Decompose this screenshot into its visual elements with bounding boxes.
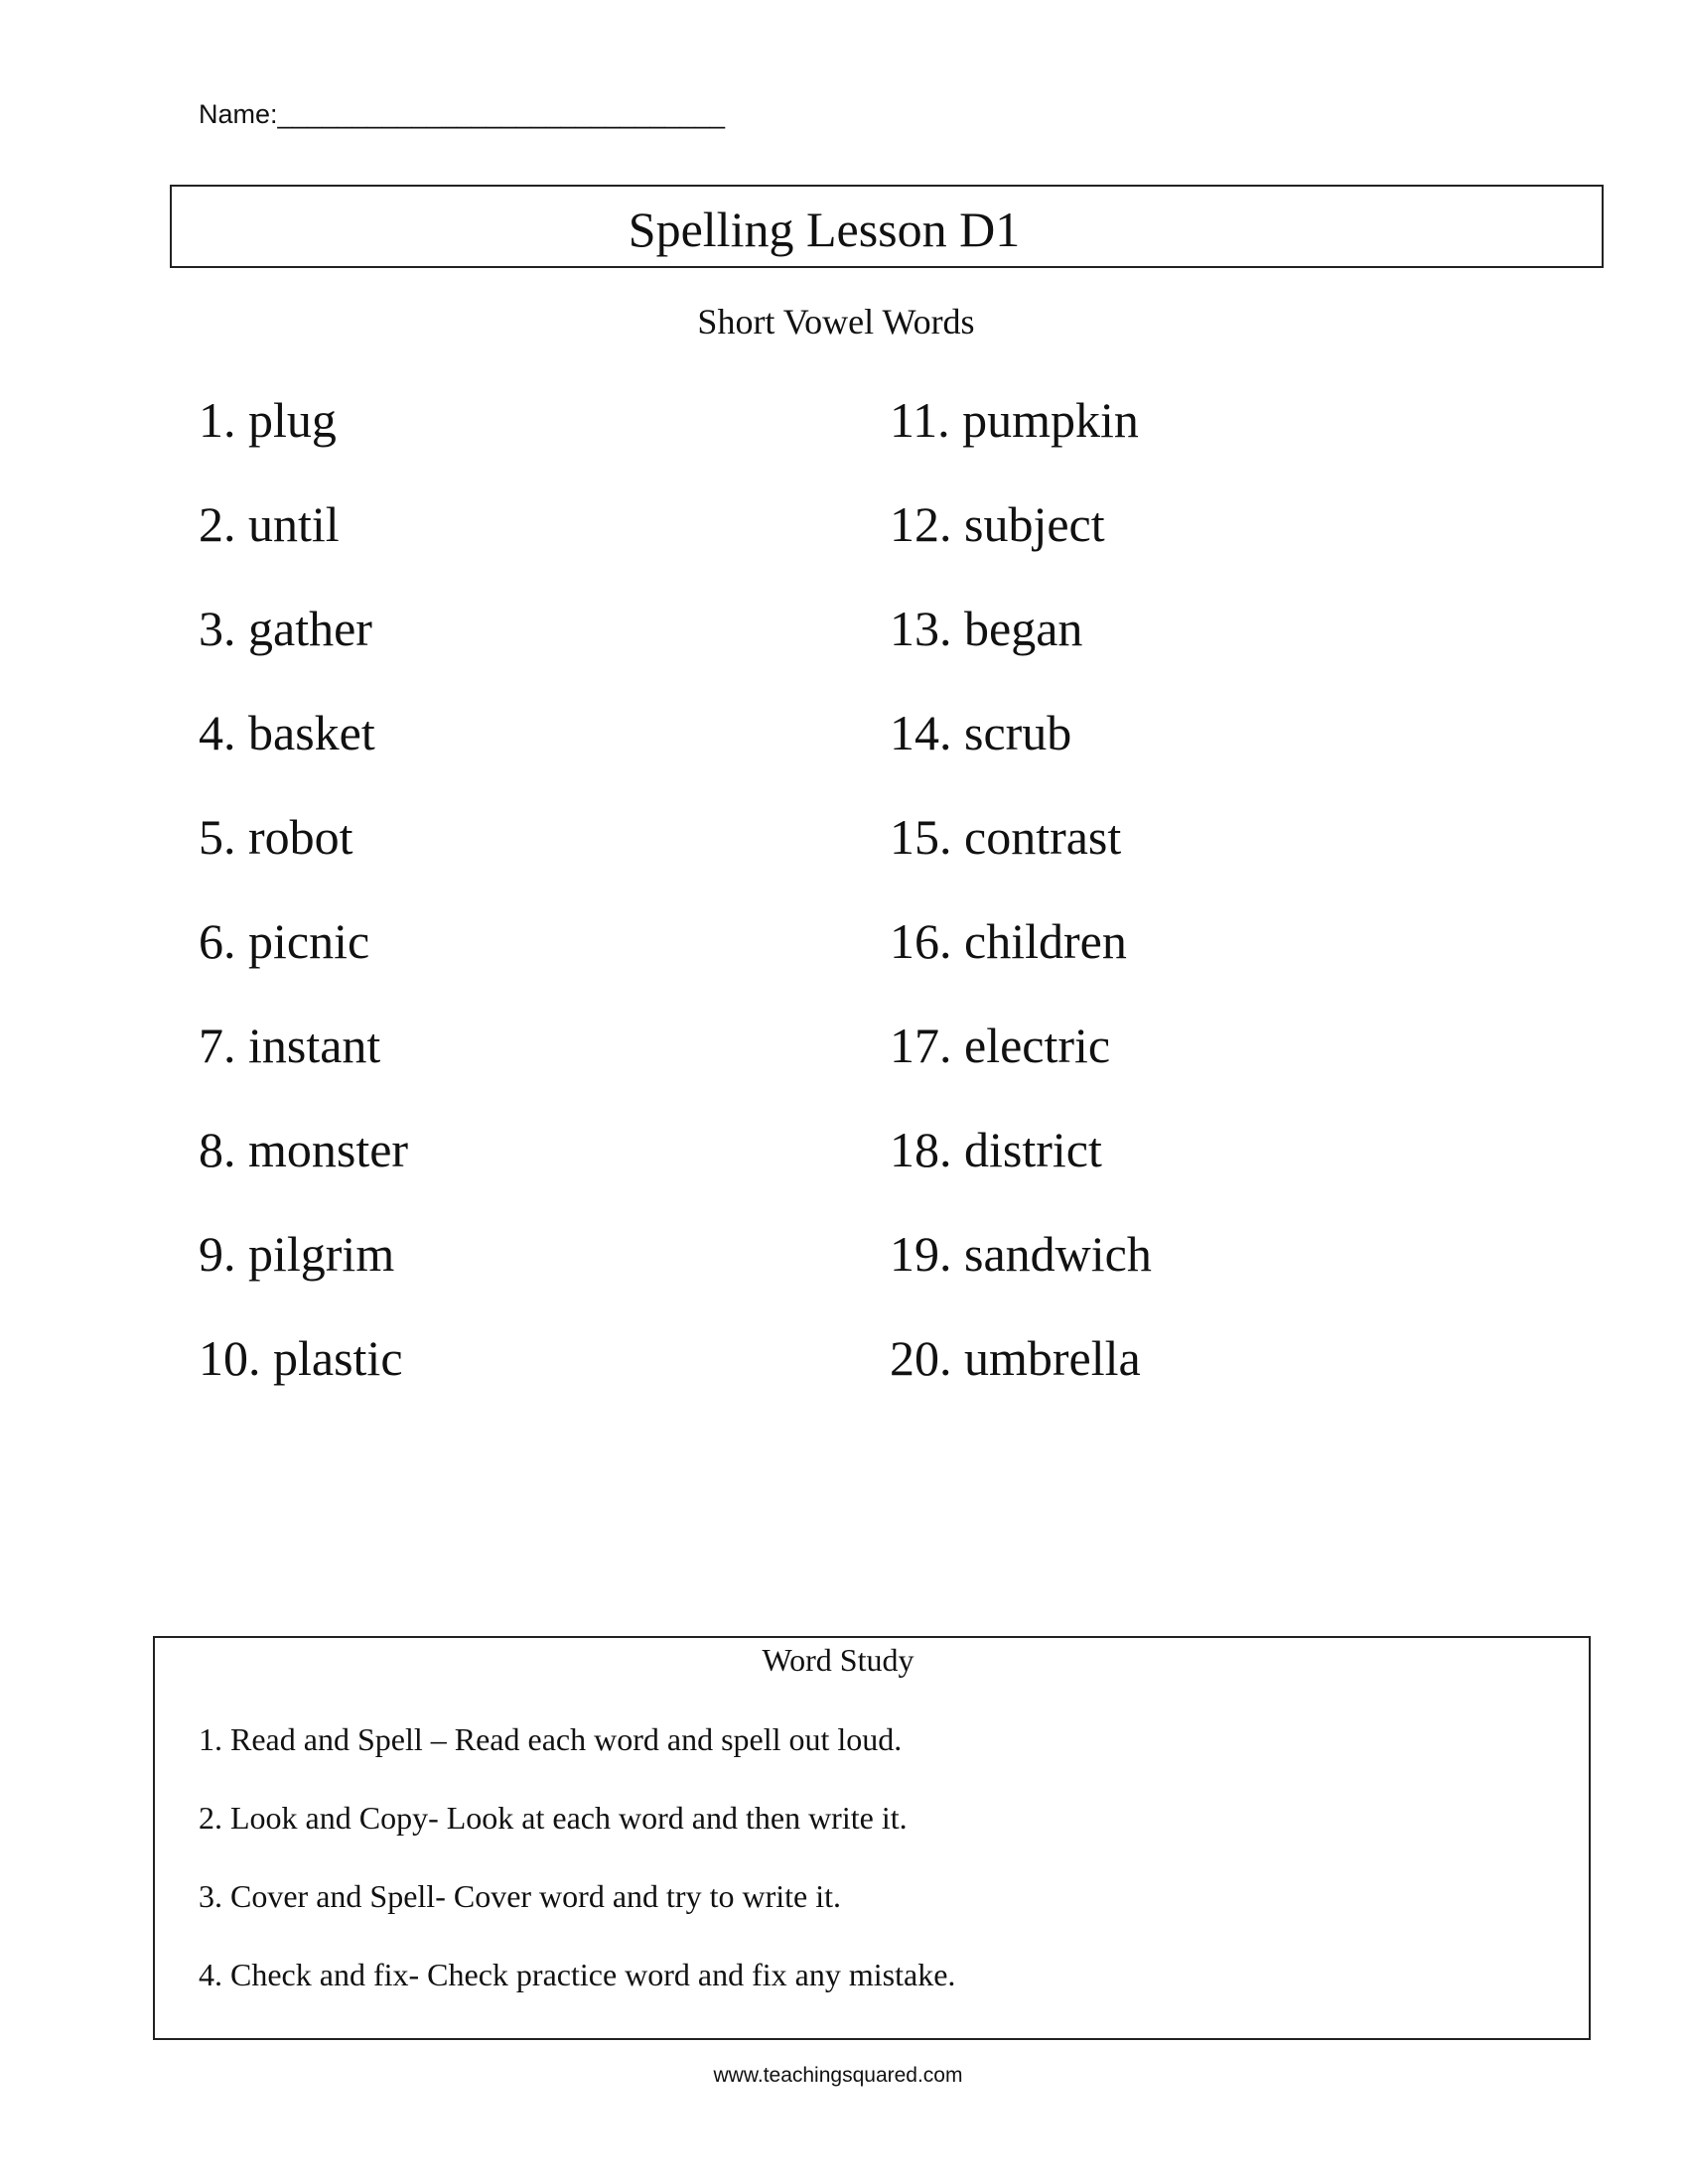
word-item: 2. until	[199, 496, 340, 552]
word-item: 13. began	[890, 601, 1083, 656]
word-study-step: 3. Cover and Spell- Cover word and try to write it.	[199, 1878, 841, 1914]
word-item: 10. plastic	[199, 1330, 403, 1386]
word-item: 6. picnic	[199, 913, 370, 969]
word-item: 14. scrub	[890, 705, 1072, 760]
word-item: 3. gather	[199, 601, 372, 656]
page-subtitle: Short Vowel Words	[697, 302, 975, 341]
word-item: 19. sandwich	[890, 1226, 1152, 1282]
word-item: 18. district	[890, 1122, 1102, 1177]
word-item: 7. instant	[199, 1018, 381, 1073]
word-item: 4. basket	[199, 705, 375, 760]
word-item: 9. pilgrim	[199, 1226, 395, 1282]
word-item: 12. subject	[890, 496, 1105, 552]
word-item: 8. monster	[199, 1122, 409, 1177]
word-study-step: 2. Look and Copy- Look at each word and then write it.	[199, 1800, 908, 1836]
name-field-line: Name:______________________________	[199, 99, 726, 129]
word-study-step: 4. Check and fix- Check practice word and fix any mistake.	[199, 1957, 956, 1992]
word-item: 11. pumpkin	[890, 392, 1139, 448]
footer-website: www.teachingsquared.com	[713, 2064, 963, 2087]
word-study-title: Word Study	[762, 1642, 914, 1678]
word-item: 15. contrast	[890, 809, 1122, 865]
page-title: Spelling Lesson D1	[628, 202, 1021, 257]
word-item: 20. umbrella	[890, 1330, 1141, 1386]
word-item: 1. plug	[199, 392, 337, 448]
word-study-step: 1. Read and Spell – Read each word and spell out loud.	[199, 1721, 903, 1757]
word-item: 17. electric	[890, 1018, 1111, 1073]
word-item: 16. children	[890, 913, 1127, 969]
word-item: 5. robot	[199, 809, 353, 865]
